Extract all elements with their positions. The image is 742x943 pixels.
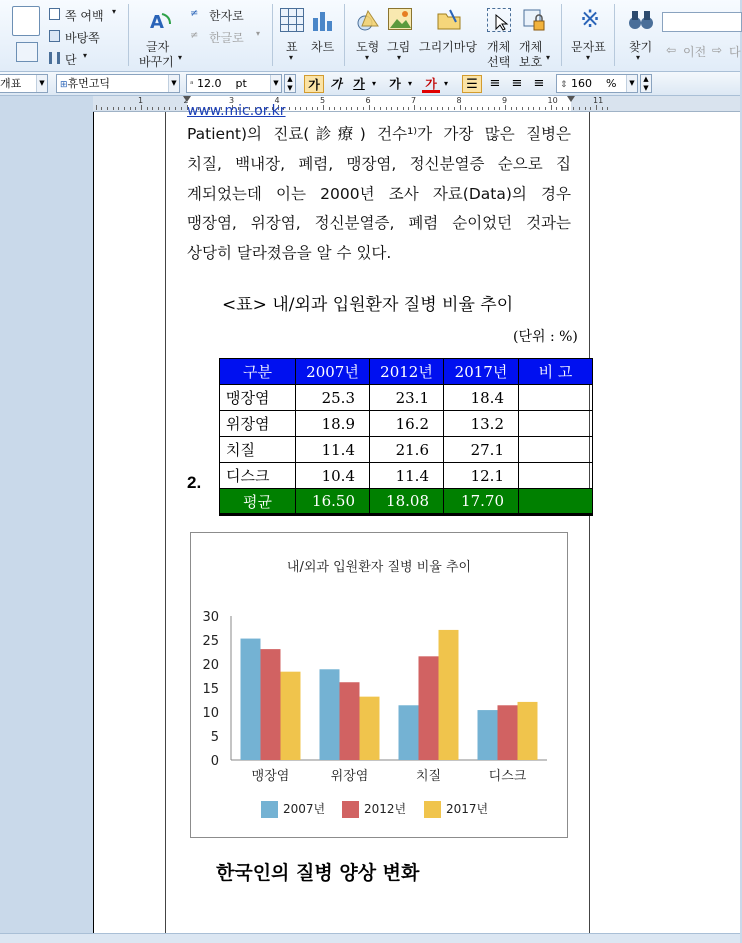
- ruler-tick: [573, 107, 574, 110]
- ruler-tick: [147, 107, 148, 110]
- ruler-tick: [340, 107, 341, 110]
- ruler-number: 9: [502, 96, 508, 105]
- document-margin-area: [0, 112, 93, 943]
- font-size-combo[interactable]: [186, 74, 282, 93]
- right-indent-marker-icon[interactable]: [567, 96, 575, 102]
- ruler-number: 5: [320, 96, 326, 105]
- chart-bar: [518, 702, 538, 760]
- chart-bar: [498, 705, 518, 760]
- hanja-convert-icon: ≠: [190, 8, 199, 19]
- y-tick-label: 5: [210, 730, 219, 745]
- ruler-tick: [96, 105, 97, 110]
- left-indent-marker-icon[interactable]: [183, 96, 191, 102]
- find-next-button[interactable]: 다: [729, 45, 741, 59]
- chart-bar: [320, 669, 340, 760]
- ruler-tick: [181, 107, 182, 110]
- background-page-button[interactable]: 바탕쪽: [65, 31, 100, 45]
- shape-button[interactable]: 도형: [356, 40, 380, 54]
- table-header-cell[interactable]: 2007년: [296, 359, 370, 385]
- bold-button[interactable]: [304, 75, 324, 93]
- table-unit: (단위 : %): [513, 329, 578, 345]
- ruler-tick: [101, 107, 102, 110]
- ribbon-toolbar: [0, 0, 740, 72]
- y-tick-label: 10: [202, 706, 219, 721]
- paragraph-line: 상당히 달라졌음을 알 수 있다.: [187, 244, 392, 263]
- x-tick-label: 치질: [415, 769, 442, 784]
- chart-button[interactable]: 차트: [311, 40, 335, 54]
- ruler-tick: [357, 107, 358, 110]
- ruler-tick: [397, 107, 398, 110]
- strikethrough-label: 가: [389, 77, 401, 91]
- y-tick-label: 25: [202, 634, 219, 649]
- find-prev-button[interactable]: 이전: [683, 45, 707, 59]
- paragraph-line: Patient)의 진료(診療) 건수¹⁾가 가장 많은 질병은: [187, 125, 571, 143]
- ruler-tick: [482, 107, 483, 110]
- ruler-tick: [533, 107, 534, 110]
- ruler-tick: [329, 107, 330, 110]
- ruler-number: 7: [411, 96, 417, 105]
- section-heading: 한국인의 질병 양상 변화: [216, 862, 420, 884]
- ruler-tick: [107, 107, 108, 110]
- symbol-icon: ※: [579, 5, 601, 33]
- ruler-number: 10: [547, 96, 558, 105]
- table-cell[interactable]: 21.6: [370, 437, 444, 463]
- table-header-cell[interactable]: 2017년: [444, 359, 519, 385]
- table-cell[interactable]: 18.4: [444, 385, 519, 411]
- table-header-cell[interactable]: 2012년: [370, 359, 444, 385]
- table-cell[interactable]: 16.2: [370, 411, 444, 437]
- ruler-number: 1: [138, 96, 144, 105]
- chart-bar: [419, 656, 439, 760]
- table-cell[interactable]: 18.08: [370, 489, 444, 515]
- ruler-tick: [312, 107, 313, 110]
- drawing-market-icon: [436, 8, 462, 30]
- y-tick-label: 20: [202, 658, 219, 673]
- font-value: 휴먼고딕: [67, 77, 111, 90]
- table-cell[interactable]: 18.9: [296, 411, 370, 437]
- columns-dropdown-icon[interactable]: ▾: [83, 51, 88, 60]
- ruler-tick: [408, 107, 409, 110]
- align-right-icon[interactable]: ≡: [533, 76, 545, 91]
- table-cell[interactable]: 10.4: [296, 463, 370, 489]
- change-text-dropdown-icon[interactable]: ▾: [178, 53, 183, 62]
- binoculars-icon: [628, 10, 654, 30]
- font-color-button[interactable]: [422, 75, 440, 93]
- table-cell[interactable]: 위장염: [220, 411, 296, 437]
- formatting-toolbar: [0, 72, 740, 96]
- toolbar-separator: [614, 4, 615, 66]
- ruler-tick: [488, 107, 489, 110]
- chevron-down-icon[interactable]: ▾: [407, 79, 412, 88]
- find-dropdown-icon[interactable]: ▾: [636, 53, 641, 62]
- ruler-tick: [164, 107, 165, 110]
- font-language-icon: ⊞: [60, 80, 68, 90]
- ruler-tick: [113, 107, 114, 110]
- line-spacing-combo[interactable]: [556, 74, 638, 93]
- toolbar-separator: [344, 4, 345, 66]
- ruler-number: 4: [274, 96, 280, 105]
- change-text-label-1[interactable]: 글자: [146, 40, 170, 54]
- find-button[interactable]: 찾기: [629, 40, 653, 54]
- table-cell[interactable]: 17.70: [444, 489, 519, 515]
- ruler-number: 8: [456, 96, 462, 105]
- ruler-number: 11: [593, 96, 604, 105]
- ruler-tick: [334, 107, 335, 110]
- left-margin-guide: [165, 112, 166, 943]
- hyperlink[interactable]: www.mic.or.kr: [187, 103, 286, 119]
- picture-button[interactable]: 그림: [387, 40, 411, 54]
- font-size-unit: pt: [235, 77, 247, 90]
- paragraph-line: 맹장염, 위장염, 정신분열증, 폐렴 순이었던 것과는: [187, 214, 571, 233]
- ruler-tick: [386, 107, 387, 110]
- ruler-tick: [585, 107, 586, 110]
- legend-swatch: [424, 801, 441, 818]
- line-spacing-value: 160: [571, 77, 593, 90]
- table-cell[interactable]: 평균: [220, 489, 296, 515]
- background-page-icon: [49, 30, 60, 42]
- object-select-label-2[interactable]: 선택: [487, 55, 511, 69]
- strikethrough-button[interactable]: [386, 75, 404, 93]
- legend-swatch: [342, 801, 359, 818]
- ruler-tick: [556, 107, 557, 110]
- ruler-tick: [300, 107, 301, 110]
- table-header-row: [220, 359, 593, 385]
- ruler-tick: [454, 107, 455, 110]
- object-select-icon: [487, 8, 511, 32]
- ruler-tick: [141, 105, 142, 110]
- italic-button[interactable]: [328, 75, 344, 93]
- align-center-icon[interactable]: ≡: [511, 76, 523, 91]
- ruler-tick: [579, 107, 580, 110]
- ruler-tick: [323, 105, 324, 110]
- table-row: [220, 411, 593, 437]
- chart-bar: [399, 705, 419, 760]
- x-tick-label: 위장염: [330, 769, 369, 784]
- chart-bar: [241, 639, 261, 760]
- ruler-number: 3: [229, 96, 235, 105]
- ruler-tick: [403, 107, 404, 110]
- table-header-cell[interactable]: 구분: [220, 359, 296, 385]
- table-cell[interactable]: 12.1: [444, 463, 519, 489]
- ruler-tick: [431, 107, 432, 110]
- chart-bar: [478, 710, 498, 760]
- chart-title: 내/외과 입원환자 질병 비율 추이: [286, 560, 472, 575]
- table-row: [220, 437, 593, 463]
- ruler-tick: [590, 107, 591, 110]
- ruler-tick: [351, 107, 352, 110]
- ruler-tick: [607, 107, 608, 110]
- table-cell[interactable]: [519, 463, 593, 489]
- chart-bar: [360, 697, 380, 760]
- ruler-tick: [568, 107, 569, 110]
- y-tick-label: 15: [202, 682, 219, 697]
- chevron-down-icon[interactable]: ▼: [168, 75, 179, 92]
- page-margin-dropdown-icon[interactable]: ▾: [112, 7, 117, 16]
- legend-label: 2012년: [364, 802, 407, 816]
- ruler-tick: [596, 105, 597, 110]
- shape-icon: [356, 8, 380, 32]
- chart-bar: [261, 649, 281, 760]
- italic-label: 가: [330, 77, 342, 91]
- table-dropdown-icon[interactable]: ▾: [289, 53, 294, 62]
- section-number: 2.: [187, 473, 202, 492]
- line-spacing-icon: ⇕: [560, 80, 568, 90]
- ruler-number: 6: [365, 96, 371, 105]
- ruler-tick: [317, 107, 318, 110]
- to-hangul-dropdown-icon[interactable]: ▾: [256, 29, 261, 38]
- ruler-tick: [391, 107, 392, 110]
- to-hangul-button[interactable]: 한글로: [209, 31, 244, 45]
- ruler-tick: [175, 107, 176, 110]
- object-protect-label-1[interactable]: 개체: [519, 40, 543, 54]
- x-tick-label: 디스크: [488, 769, 527, 784]
- bar-chart: [191, 533, 567, 837]
- ruler-tick: [528, 107, 529, 110]
- find-input[interactable]: [662, 12, 742, 32]
- ruler-tick: [363, 107, 364, 110]
- font-size-icon: ᵃ: [190, 80, 194, 90]
- chart-bar: [281, 672, 301, 760]
- change-text-icon: [148, 8, 174, 34]
- table-title: <표> 내/외과 입원환자 질병 비율 추이: [222, 295, 514, 315]
- chevron-down-icon[interactable]: ▼: [270, 75, 281, 92]
- ruler-tick: [130, 107, 131, 110]
- symbol-dropdown-icon[interactable]: ▾: [586, 53, 591, 62]
- ruler-tick: [522, 107, 523, 110]
- table-row: [220, 385, 593, 411]
- page-margin-button[interactable]: 쪽 여백: [65, 9, 104, 23]
- ruler-tick: [425, 107, 426, 110]
- svg-text:A: A: [150, 12, 164, 33]
- ruler-tick: [420, 107, 421, 110]
- table-cell[interactable]: 11.4: [296, 437, 370, 463]
- picture-icon: [388, 8, 412, 30]
- ruler-tick: [562, 107, 563, 110]
- ruler-tick: [306, 107, 307, 110]
- font-size-spinner[interactable]: ▲ ▼: [284, 74, 296, 93]
- paragraph-line: 치질, 백내장, 폐렴, 맹장염, 정신분열증 순으로 집: [187, 154, 571, 173]
- table-button[interactable]: 표: [286, 40, 298, 54]
- page-margin-icon: [49, 8, 60, 20]
- table-row: [220, 463, 593, 489]
- ruler-tick: [545, 107, 546, 110]
- table-cell[interactable]: 25.3: [296, 385, 370, 411]
- chart-bar: [340, 682, 360, 760]
- ruler-tick: [499, 107, 500, 110]
- ruler-tick: [169, 107, 170, 110]
- body-paragraph: [187, 120, 571, 269]
- paragraph-line: 계되었는데 이는 2000년 조사 자료(Data)의 경우: [187, 184, 571, 203]
- x-tick-label: 맹장염: [251, 769, 290, 784]
- table-cell[interactable]: [519, 385, 593, 411]
- table-average-row: [220, 489, 593, 515]
- align-justify-icon[interactable]: ☰: [462, 75, 482, 93]
- table-cell[interactable]: 치질: [220, 437, 296, 463]
- ruler-tick: [505, 105, 506, 110]
- table-cell[interactable]: 11.4: [370, 463, 444, 489]
- next-arrow-icon[interactable]: ⇨: [712, 43, 723, 57]
- object-protect-icon: [522, 8, 546, 32]
- ruler-tick: [380, 107, 381, 110]
- ruler-tick: [516, 107, 517, 110]
- toolbar-separator: [561, 4, 562, 66]
- table-cell[interactable]: 23.1: [370, 385, 444, 411]
- shape-dropdown-icon[interactable]: ▾: [365, 53, 370, 62]
- chevron-down-icon[interactable]: ▾: [371, 79, 376, 88]
- font-size-value: 12.0: [197, 77, 222, 90]
- prev-arrow-icon[interactable]: ⇦: [666, 43, 677, 57]
- status-bar: [0, 933, 740, 943]
- ruler-tick: [374, 107, 375, 110]
- line-spacing-spinner[interactable]: ▲ ▼: [640, 74, 652, 93]
- underline-label: 가: [353, 77, 365, 91]
- toolbar-separator: [272, 4, 273, 66]
- chart-icon: [311, 8, 335, 32]
- underline-button[interactable]: [350, 75, 368, 93]
- legend-label: 2017년: [446, 802, 489, 816]
- table-cell[interactable]: [519, 489, 593, 515]
- ruler-tick: [471, 107, 472, 110]
- ruler-tick: [437, 107, 438, 110]
- chevron-down-icon[interactable]: ▼: [626, 75, 637, 92]
- ruler-tick: [152, 107, 153, 110]
- ruler-tick: [124, 107, 125, 110]
- style-combo[interactable]: [0, 74, 48, 93]
- ruler-tick: [477, 107, 478, 110]
- ruler-tick: [118, 107, 119, 110]
- ruler-tick: [346, 107, 347, 110]
- hangul-convert-icon: ≠: [190, 30, 199, 41]
- font-combo[interactable]: [56, 74, 180, 93]
- ruler-tick: [289, 107, 290, 110]
- ruler-tick: [448, 107, 449, 110]
- ruler-tick: [158, 107, 159, 110]
- table-icon: [280, 8, 304, 32]
- chevron-down-icon[interactable]: ▼: [36, 75, 47, 92]
- table-header-cell[interactable]: 비 고: [519, 359, 593, 385]
- ruler-tick: [465, 107, 466, 110]
- y-tick-label: 0: [210, 754, 219, 769]
- bold-label: 가: [308, 78, 320, 92]
- table-cell[interactable]: 13.2: [444, 411, 519, 437]
- table-cell[interactable]: 맹장염: [220, 385, 296, 411]
- ruler-tick: [369, 105, 370, 110]
- ruler-tick: [494, 107, 495, 110]
- page-layout-icon[interactable]: [12, 6, 40, 36]
- table-cell[interactable]: 27.1: [444, 437, 519, 463]
- ruler-tick: [551, 105, 552, 110]
- legend-swatch: [261, 801, 278, 818]
- symbol-button[interactable]: 문자표: [571, 40, 606, 54]
- chart-bar: [439, 630, 459, 760]
- ruler-tick: [135, 107, 136, 110]
- drawing-market-button[interactable]: 그리기마당: [419, 40, 477, 54]
- page-setup-icon[interactable]: [16, 42, 38, 62]
- ruler-tick: [295, 107, 296, 110]
- chart-object[interactable]: [190, 532, 568, 838]
- ruler-tick: [602, 107, 603, 110]
- right-margin-guide: [589, 112, 590, 943]
- line-spacing-unit: %: [606, 77, 617, 90]
- ruler-tick: [442, 107, 443, 110]
- ruler-tick: [511, 107, 512, 110]
- object-protect-label-2[interactable]: 보호: [519, 55, 543, 69]
- ruler-tick: [414, 105, 415, 110]
- style-value: 개표: [0, 77, 22, 90]
- legend-label: 2007년: [283, 802, 326, 816]
- font-color-label: 가: [425, 77, 437, 91]
- table-cell[interactable]: 디스크: [220, 463, 296, 489]
- data-table[interactable]: [219, 358, 593, 516]
- toolbar-separator: [128, 4, 129, 66]
- columns-button[interactable]: 단: [65, 53, 77, 67]
- to-hanja-button[interactable]: 한자로: [209, 9, 244, 23]
- picture-dropdown-icon[interactable]: ▾: [397, 53, 402, 62]
- align-left-icon[interactable]: ≡: [489, 76, 501, 91]
- object-select-label-1[interactable]: 개체: [487, 40, 511, 54]
- object-protect-dropdown-icon[interactable]: ▾: [546, 53, 551, 62]
- change-text-label-2[interactable]: 바꾸기: [139, 55, 174, 69]
- y-tick-label: 30: [202, 610, 219, 625]
- ruler-tick: [539, 107, 540, 110]
- table-cell[interactable]: [519, 411, 593, 437]
- ruler-tick: [460, 105, 461, 110]
- columns-icon: [49, 52, 60, 64]
- table-cell[interactable]: [519, 437, 593, 463]
- cutoff-link-line: [187, 103, 571, 120]
- chevron-down-icon[interactable]: ▾: [443, 79, 448, 88]
- table-cell[interactable]: 16.50: [296, 489, 370, 515]
- ruler-number: 2: [183, 96, 189, 105]
